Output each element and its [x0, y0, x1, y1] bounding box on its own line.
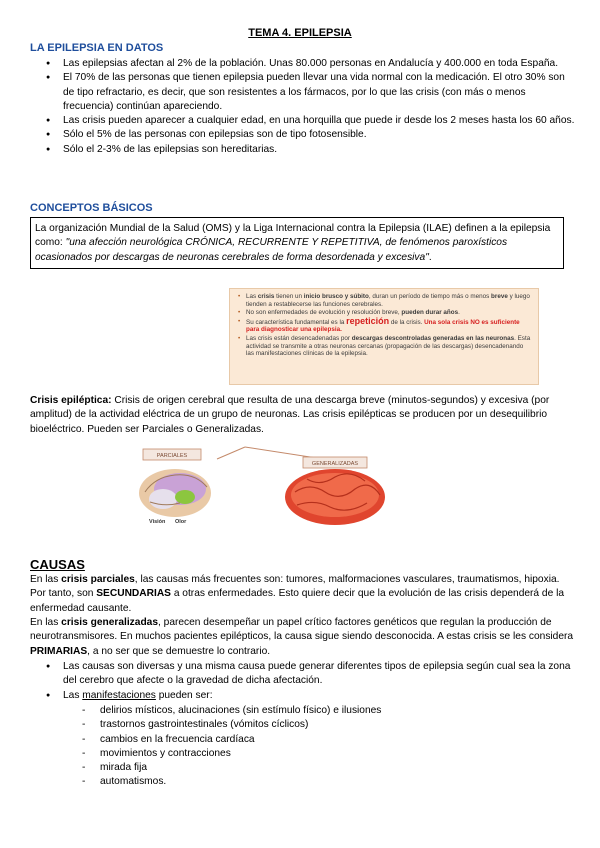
crisis-text: Crisis de origen cerebral que resulta de una descarga breve (minutos-segundos) y excesiva (por amplitud) de la actividad eléctrica de un grupo de neuronas. Las crisis epilépticas se producen por un desequilibrio bioeléctrico. Pueden ser Parciales o Generalizadas. — [30, 395, 550, 435]
definition-box — [30, 217, 564, 269]
list-item: - cambios en la frecuencia cardíaca — [30, 733, 550, 747]
list-item: ● Sólo el 2-3% de las epilepsias son hereditarias. — [30, 143, 575, 157]
list-item: ● Las causas son diversas y una misma causa puede generar diferentes tipos de epilepsia según cual sea la zona del cerebro que afecte o la gravedad de dicha afectación. — [30, 660, 575, 689]
slide-bullet: • Las crisis tienen un inicio brusco y súbito, duran un período de tiempo más o menos breve y luego tienden a restablecerse las funciones cerebrales. — [236, 293, 532, 308]
list-item: - trastornos gastrointestinales (vómitos cíclicos) — [30, 718, 550, 732]
label-generalizadas: GENERALIZADAS — [311, 461, 359, 467]
list-item: - delirios místicos, alucinaciones (sin estímulo físico) e ilusiones — [30, 704, 550, 718]
definition-end: . — [428, 251, 432, 263]
list-item: - automatismos. — [30, 775, 550, 789]
causas-parciales-paragraph: En las crisis parciales, las causas más frecuentes son: tumores, malformaciones vasculares, traumatismos, hipoxia. Por tanto, son SECUNDARIAS a otras enfermedades. Esto quiere decir que la evolución de las crisis dependerá de la enfermedad causante. — [30, 574, 565, 614]
brain-partial-icon — [139, 469, 211, 517]
section-heading-datos: LA EPILEPSIA EN DATOS — [30, 42, 164, 54]
causas-generalizadas-paragraph: En las crisis generalizadas, parecen desempeñar un papel crítico factores genéticos que regulan la producción de neurotransmisores. En muchos pacientes epilépticos, la causa sigue siendo desconocida. A estas crisis se les considera PRIMARIAS, a no ser que se demuestre lo contrario. — [30, 617, 574, 657]
manifestaciones-list — [30, 704, 550, 790]
causas-list — [30, 660, 575, 703]
list-item: ● Las crisis pueden aparecer a cualquier edad, en una horquilla que puede ir desde los 2 meses hasta los 60 años. — [30, 114, 575, 128]
list-item: ● Sólo el 5% de las personas con epilepsias son de tipo fotosensible. — [30, 128, 575, 142]
section-heading-causas: CAUSAS — [30, 557, 85, 572]
crisis-definition — [30, 394, 575, 437]
definition-intro: La organización Mundial de la Salud (OMS) y la Liga Internacional contra la Epilepsia (ILAE) definen a la epilepsia como: — [35, 223, 551, 249]
slide-bullet: • Su característica fundamental es la repetición de la crisis. Una sola crisis NO es suficiente para diagnosticar una epilepsia. — [236, 318, 532, 334]
crisis-label: Crisis epiléptica: — [30, 395, 112, 406]
list-item: - mirada fija — [30, 761, 550, 775]
document-title: TEMA 4. EPILEPSIA — [248, 27, 352, 39]
list-item: ● El 70% de las personas que tienen epilepsia pueden llevar una vida normal con la medicación. El otro 30% son de tipo refractario, es decir, que son resistentes a los fármacos, por lo que las crisis (con más o menos frecuencia) continúan apareciendo. — [30, 71, 575, 114]
list-item: ● Las manifestaciones pueden ser: — [30, 689, 575, 703]
slide-bullet: • Las crisis están desencadenadas por descargas descontroladas generadas en las neuronas. Esta actividad se transmite a otras neuronas cercanas (propagación de las descargas) desencadenando las manifestaciones clínicas de la epilepsia. — [236, 335, 532, 358]
list-item: - movimientos y contracciones — [30, 747, 550, 761]
section-heading-conceptos: CONCEPTOS BÁSICOS — [30, 202, 153, 214]
list-item: ● Las epilepsias afectan al 2% de la población. Unas 80.000 personas en Andalucía y 400.000 en toda España. — [30, 57, 575, 71]
definition-quote: "una afección neurológica CRÓNICA, RECURRENTE Y REPETITIVA, de fenómenos paroxísticos ocasionados por descargas de neuronas cerebrales de forma desordenada y excesiva" — [35, 237, 508, 263]
label-parciales: PARCIALES — [156, 453, 188, 459]
brain-figure — [135, 437, 465, 529]
label-vision: Visión — [149, 519, 166, 525]
slide-bullet: • No son enfermedades de evolución y resolución breve, pueden durar años. — [236, 309, 532, 317]
brain-generalized-icon — [285, 469, 385, 525]
datos-list — [30, 57, 575, 157]
arrow-parciales — [217, 447, 245, 459]
label-olor: Olor — [175, 519, 187, 525]
summary-slide-image — [229, 288, 539, 385]
